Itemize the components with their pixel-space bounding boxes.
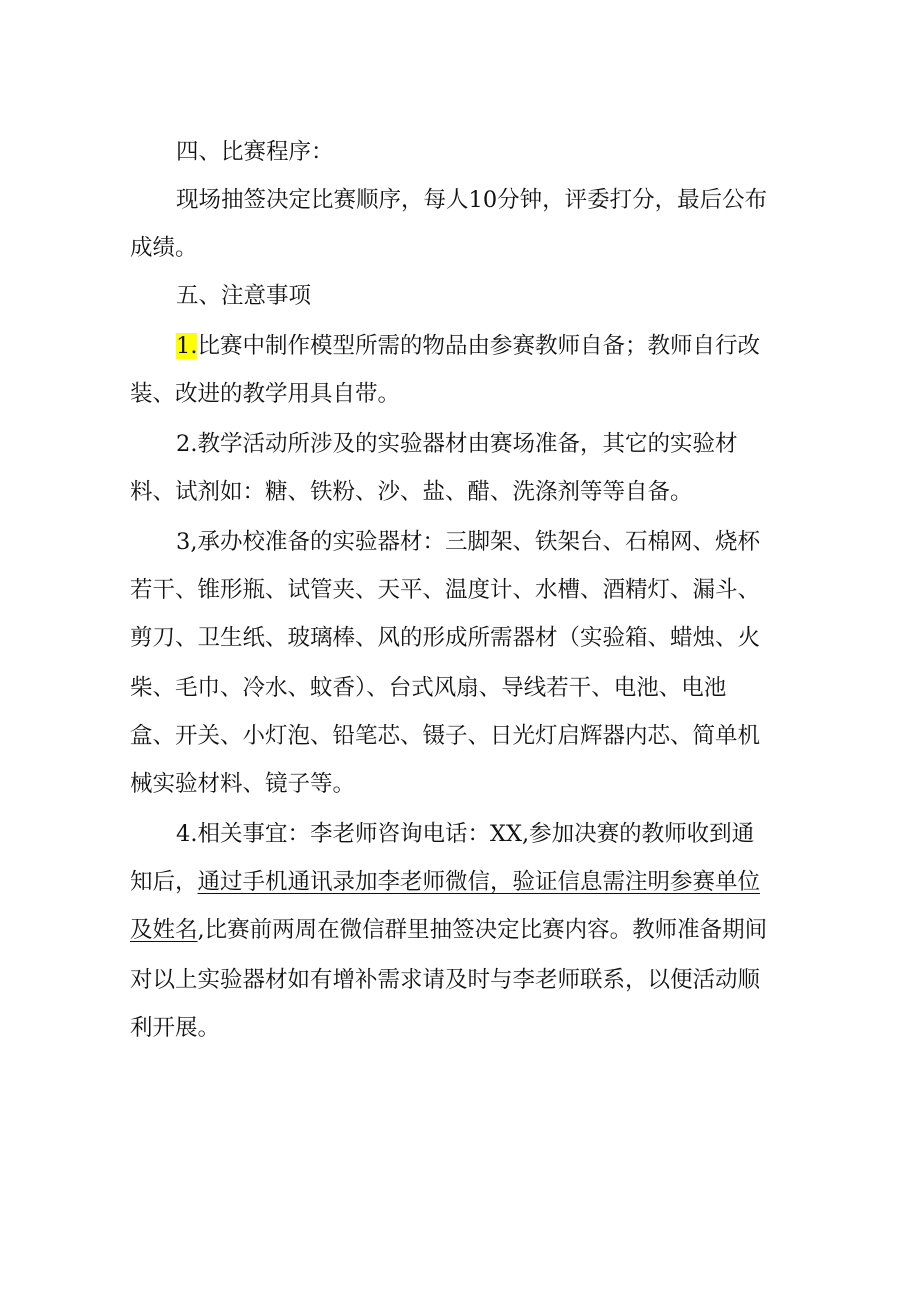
item4-line1 [0, 818, 920, 850]
section4-heading-text: 四、比赛程序： [176, 139, 334, 165]
item1-line1 [0, 330, 920, 362]
item4-underlined-name: 及姓名 [130, 917, 198, 943]
item4-underlined-instruction: 通过手机通讯录加李老师微信，验证信息需注明参赛单位 [197, 869, 761, 895]
item3-line3-text: 剪刀、卫生纸、玻璃棒、风的形成所需器材（实验箱、蜡烛、火 [130, 625, 761, 651]
item2-line1-text: 2.教学活动所涉及的实验器材由赛场准备，其它的实验材 [176, 431, 738, 457]
section4-heading [0, 136, 920, 168]
item2-line2 [0, 476, 920, 508]
item3-line4-text: 柴、毛巾、冷水、蚊香）、台式风扇、导线若干、电池、电池 [130, 675, 727, 701]
item4-line1-text: 4.相关事宜：李老师咨询电话：XX,参加决赛的教师收到通 [176, 821, 755, 847]
item4-line5 [0, 1012, 920, 1044]
item3-line6 [0, 768, 920, 800]
section4-para-line2 [0, 232, 920, 264]
item4-line2 [0, 866, 920, 898]
item3-line5-text: 盒、开关、小灯泡、铅笔芯、镊子、日光灯启辉器内芯、简单机 [130, 723, 761, 749]
item4-line3 [0, 914, 920, 946]
item3-line1-text: 3,承办校准备的实验器材：三脚架、铁架台、石棉网、烧杯 [176, 529, 760, 555]
item1-line1-text: 比赛中制作模型所需的物品由参赛教师自备；教师自行改 [197, 333, 760, 359]
section4-para-line1-text: 现场抽签决定比赛顺序，每人10分钟，评委打分，最后公布 [176, 187, 768, 213]
section4-para-line2-text: 成绩。 [130, 235, 198, 261]
item1-line2-text: 装、改进的教学用具自带。 [130, 381, 401, 407]
item1-line2 [0, 378, 920, 410]
item2-line1 [0, 428, 920, 460]
item3-line6-text: 械实验材料、镜子等。 [130, 771, 356, 797]
item3-line5 [0, 720, 920, 752]
section4-para-line1 [0, 184, 920, 216]
item1-number-highlight: 1. [176, 333, 198, 359]
item2-line2-text: 料、试剂如：糖、铁粉、沙、盐、醋、洗涤剂等等自备。 [130, 479, 693, 505]
item4-line3-rest: ,比赛前两周在微信群里抽签决定比赛内容。教师准备期间 [197, 917, 768, 943]
item3-line2-text: 若干、锥形瓶、试管夹、天平、温度计、水槽、酒精灯、漏斗、 [130, 577, 761, 603]
item3-line3 [0, 622, 920, 654]
item4-line4 [0, 964, 920, 996]
section5-heading-text: 五、注意事项 [176, 283, 312, 309]
item3-line1 [0, 526, 920, 558]
item3-line2 [0, 574, 920, 606]
item4-line4-text: 对以上实验器材如有增补需求请及时与李老师联系，以便活动顺 [130, 967, 761, 993]
item4-line2-lead: 知后， [130, 869, 198, 895]
item3-line4 [0, 672, 920, 704]
item4-line5-text: 利开展。 [130, 1015, 221, 1041]
section5-heading [0, 280, 920, 312]
